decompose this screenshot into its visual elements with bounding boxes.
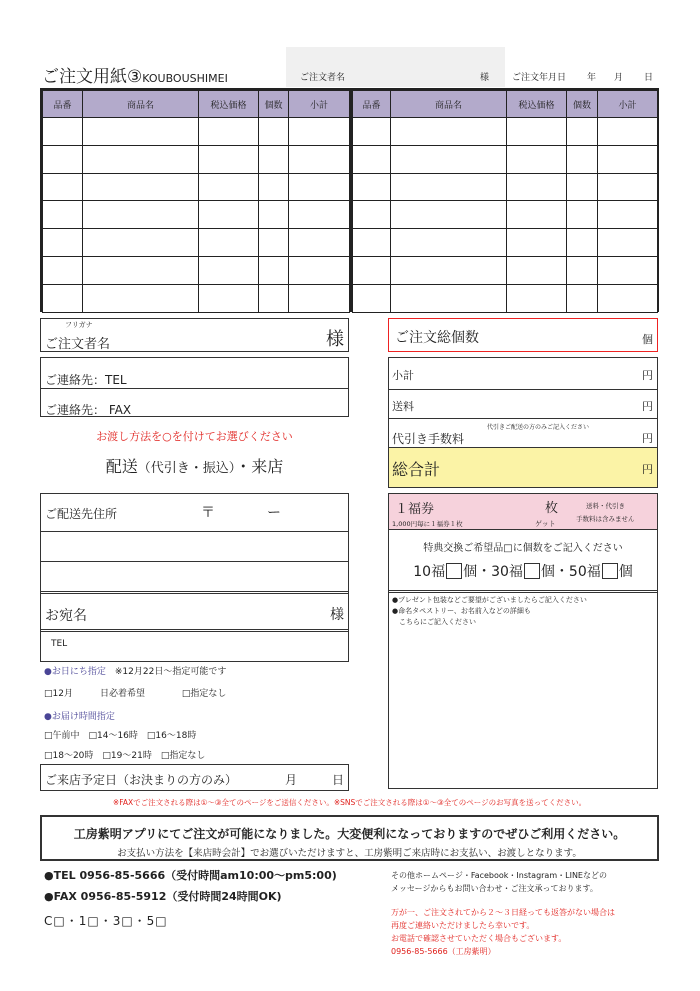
cell-product[interactable] <box>83 201 199 229</box>
cell-product[interactable] <box>391 256 507 284</box>
cell-subtotal[interactable] <box>598 284 658 312</box>
no-reply-notice <box>391 906 615 958</box>
items-table-left <box>42 90 350 313</box>
visit-day: 日 <box>331 773 344 787</box>
cell-price[interactable] <box>507 256 567 284</box>
cell-price[interactable] <box>507 118 567 146</box>
opt-30-unit: 個 <box>540 564 555 580</box>
shop-tel: ●TEL 0956-85-5666（受付時間am10:00～pm5:00) <box>44 869 337 882</box>
cell-subtotal[interactable] <box>289 173 350 201</box>
shipping-field[interactable] <box>389 389 657 418</box>
items-table <box>40 88 659 312</box>
table-row <box>353 256 658 284</box>
recipient-tel-label: TEL <box>51 639 68 649</box>
cell-code[interactable] <box>43 256 83 284</box>
table-row <box>43 201 350 229</box>
fukuken-note2: 手数料は含みません <box>576 515 635 523</box>
cell-qty[interactable] <box>567 145 598 173</box>
cell-subtotal[interactable] <box>289 201 350 229</box>
cell-code[interactable] <box>353 229 391 257</box>
table-row <box>43 284 350 312</box>
orderer-name-label: ご注文者名 <box>45 337 111 352</box>
cell-price[interactable] <box>199 256 259 284</box>
cell-code[interactable] <box>43 145 83 173</box>
subtotal-field[interactable] <box>389 358 657 389</box>
col-header-qty: 個数 <box>259 91 289 118</box>
memo-field[interactable] <box>392 595 587 628</box>
cell-product[interactable] <box>391 229 507 257</box>
cell-product[interactable] <box>391 118 507 146</box>
opt-50-unit: 個 <box>618 564 633 580</box>
memo-line2: ●命名タペストリー、お名前入などの詳細も <box>392 607 531 615</box>
cell-qty[interactable] <box>259 284 289 312</box>
cell-qty[interactable] <box>567 173 598 201</box>
postal-mark: 〒 <box>201 505 215 521</box>
recipient-suffix: 様 <box>330 607 344 623</box>
cell-subtotal[interactable] <box>598 173 658 201</box>
code-checkboxes[interactable]: C□・1□・3□・5□ <box>44 914 168 928</box>
cell-qty[interactable] <box>259 229 289 257</box>
cell-code[interactable] <box>43 118 83 146</box>
table-row <box>43 173 350 201</box>
cell-qty[interactable] <box>259 256 289 284</box>
cell-price[interactable] <box>199 201 259 229</box>
visit-month: 月 <box>285 773 298 787</box>
col-header-code: 品番 <box>353 91 391 118</box>
page-title <box>42 62 228 87</box>
separator: ・ <box>554 564 569 580</box>
order-date-label: ご注文年月日 <box>512 73 567 83</box>
time-heading: ●お届け時間指定 <box>44 712 115 722</box>
app-notice-title: 工房紫明アプリにてご注文が可能になりました。大変便利になっておりますのでぜひご利用ください。 <box>73 827 626 841</box>
cell-subtotal[interactable] <box>289 145 350 173</box>
cell-code[interactable] <box>353 118 391 146</box>
cell-product[interactable] <box>83 173 199 201</box>
cell-product[interactable] <box>83 284 199 312</box>
cell-subtotal[interactable] <box>289 284 350 312</box>
table-row <box>43 229 350 257</box>
opt-10-checkbox[interactable] <box>446 563 462 579</box>
grand-total-unit: 円 <box>642 463 653 476</box>
cell-qty[interactable] <box>259 201 289 229</box>
contact-fields <box>40 357 349 417</box>
orderer-name-field[interactable] <box>40 318 349 352</box>
shop-fax: ●FAX 0956-85-5912（受付時間24時間OK) <box>44 890 282 903</box>
cell-qty[interactable] <box>259 118 289 146</box>
total-count-label: ご注文総個数 <box>395 330 479 346</box>
table-header-row <box>353 91 658 118</box>
address-line-2[interactable] <box>41 531 348 561</box>
cell-price[interactable] <box>507 201 567 229</box>
cell-product[interactable] <box>391 173 507 201</box>
cell-code[interactable] <box>43 201 83 229</box>
table-row <box>353 229 658 257</box>
cod-fee-field[interactable] <box>389 418 657 447</box>
order-date-month: 月 <box>614 73 624 83</box>
fukuken-get: ゲット <box>535 520 556 528</box>
subtotal-unit: 円 <box>642 369 653 382</box>
cell-product[interactable] <box>83 256 199 284</box>
cell-subtotal[interactable] <box>598 256 658 284</box>
table-row <box>353 118 658 146</box>
pickup-method-note: お渡し方法を○を付けてお選びください <box>96 430 293 443</box>
header-orderer-suffix: 様 <box>480 73 490 83</box>
order-date-year: 年 <box>587 73 597 83</box>
cell-price[interactable] <box>199 229 259 257</box>
red-line2: 再度ご連絡いただけましたら幸いです。 <box>391 921 535 930</box>
app-notice-sub: お支払い方法を【来店時会計】でお選びいただけますと、工房紫明ご来店時にお支払い、お渡しとなります。 <box>117 848 582 859</box>
col-header-product: 商品名 <box>83 91 199 118</box>
cell-qty[interactable] <box>567 229 598 257</box>
opt-30-checkbox[interactable] <box>524 563 540 579</box>
cell-subtotal[interactable] <box>598 118 658 146</box>
col-header-price: 税込価格 <box>199 91 259 118</box>
opt-50-checkbox[interactable] <box>602 563 618 579</box>
pickup-delivery[interactable]: 配送 <box>105 457 138 476</box>
table-row <box>353 173 658 201</box>
cell-product[interactable] <box>391 284 507 312</box>
col-header-price: 税込価格 <box>507 91 567 118</box>
cell-qty[interactable] <box>567 284 598 312</box>
fax-sns-warning: ※FAXでご注文される際は①～③全てのページをご送信ください。※SNSでご注文される際は①～③全てのページのお写真を送ってください。 <box>112 798 587 807</box>
date-heading-line <box>44 664 226 677</box>
opt-10-label: 10福 <box>413 564 446 580</box>
app-notice <box>40 815 659 861</box>
total-count-unit: 個 <box>642 333 653 346</box>
cell-price[interactable] <box>199 173 259 201</box>
table-row <box>353 145 658 173</box>
other-line2: メッセージからもお問い合わせ・ご注文承っております。 <box>391 884 598 893</box>
cell-subtotal[interactable] <box>289 256 350 284</box>
opt-30-label: 30福 <box>491 564 523 580</box>
cell-price[interactable] <box>507 229 567 257</box>
orderer-suffix: 様 <box>326 329 344 350</box>
cell-subtotal[interactable] <box>598 229 658 257</box>
memo-line3: こちらにご記入ください <box>392 618 476 626</box>
cell-subtotal[interactable] <box>289 118 350 146</box>
other-line1: その他ホームページ・Facebook・Instagram・LINEなどの <box>391 871 607 880</box>
cell-code[interactable] <box>43 173 83 201</box>
cell-price[interactable] <box>507 145 567 173</box>
cell-code[interactable] <box>353 256 391 284</box>
red-line4: 0956-85-5666（工房紫明） <box>391 947 496 956</box>
cell-price[interactable] <box>199 284 259 312</box>
order-date-day: 日 <box>644 73 654 83</box>
red-line1: 万が一、ご注文されてから２～３日経っても返答がない場合は <box>391 908 615 917</box>
date-options <box>44 686 226 699</box>
contact-fax-label: ご連絡先： FAX <box>45 403 132 417</box>
date-opt-none[interactable]: □指定なし <box>181 689 227 699</box>
cell-product[interactable] <box>83 229 199 257</box>
col-header-product: 商品名 <box>391 91 507 118</box>
opt-50-label: 50福 <box>568 564 601 580</box>
cell-code[interactable] <box>43 229 83 257</box>
table-row <box>43 256 350 284</box>
cell-subtotal[interactable] <box>289 229 350 257</box>
cell-qty[interactable] <box>259 145 289 173</box>
grand-total-label: 総合計 <box>392 460 441 479</box>
delivery-address-section <box>40 493 349 662</box>
cell-price[interactable] <box>507 284 567 312</box>
fukuken-exchange <box>389 529 657 593</box>
shipping-label: 送料 <box>392 400 414 413</box>
fukuken-rule: 1,000円毎に１福券１枚 <box>392 520 463 528</box>
recipient-label: お宛名 <box>45 608 87 624</box>
other-contact-info <box>391 869 607 895</box>
date-heading: ●お日にち指定 <box>44 667 106 677</box>
cell-code[interactable] <box>43 284 83 312</box>
cell-product[interactable] <box>391 201 507 229</box>
items-table-right <box>352 90 658 313</box>
cell-subtotal[interactable] <box>598 145 658 173</box>
visit-date-label: ご来店予定日（お決まりの方のみ） <box>45 773 238 787</box>
cell-price[interactable] <box>507 173 567 201</box>
fukuken-note1: 送料・代引き <box>586 502 625 510</box>
fukuken-section <box>388 493 658 789</box>
postal-dash: ー <box>267 505 281 521</box>
time-options-row2[interactable]: □18～20時 □19～21時 □指定なし <box>44 751 206 761</box>
cod-fee-unit: 円 <box>642 432 653 445</box>
red-line3: お電話で確認させていただく場合もございます。 <box>391 934 567 943</box>
fukuken-count-field[interactable] <box>389 494 657 529</box>
pickup-method-options[interactable] <box>40 454 349 477</box>
table-row <box>353 201 658 229</box>
col-header-code: 品番 <box>43 91 83 118</box>
pickup-delivery-sub: （代引き・振込） <box>137 461 236 476</box>
date-note: ※12月22日～指定可能です <box>114 667 227 677</box>
cell-code[interactable] <box>353 173 391 201</box>
exchange-quantities <box>389 561 657 581</box>
cell-subtotal[interactable] <box>598 201 658 229</box>
cell-code[interactable] <box>353 201 391 229</box>
table-header-row <box>43 91 350 118</box>
col-header-qty: 個数 <box>567 91 598 118</box>
title-en: KOUBOUSHIMEI <box>142 72 228 85</box>
header-orderer-label: ご注文者名 <box>300 73 346 83</box>
address-line-1[interactable] <box>41 494 348 531</box>
address-line-3[interactable] <box>41 561 348 591</box>
contact-fax-field[interactable] <box>41 388 348 418</box>
cod-note: 代引きご配送の方のみご記入ください <box>487 424 590 431</box>
furigana-label: フリガナ <box>65 321 93 329</box>
shipping-unit: 円 <box>642 400 653 413</box>
title-jp: ご注文用紙③ <box>42 67 143 87</box>
cell-price[interactable] <box>199 145 259 173</box>
fukuken-title: １福券 <box>395 502 435 517</box>
cell-product[interactable] <box>83 145 199 173</box>
cell-product[interactable] <box>83 118 199 146</box>
separator: ・ <box>477 564 492 580</box>
recipient-tel-field[interactable] <box>41 629 348 661</box>
cell-qty[interactable] <box>259 173 289 201</box>
subtotal-label: 小計 <box>392 369 414 382</box>
table-row <box>43 145 350 173</box>
visit-date-field[interactable] <box>40 764 349 791</box>
contact-tel-label: ご連絡先：TEL <box>45 373 127 387</box>
fukuken-unit: 枚 <box>545 501 559 516</box>
cod-fee-label: 代引き手数料 <box>392 432 465 446</box>
grand-total-field[interactable] <box>389 447 657 487</box>
address-label: ご配送先住所 <box>45 507 118 521</box>
cell-product[interactable] <box>391 145 507 173</box>
cell-code[interactable] <box>353 284 391 312</box>
col-header-subtotal: 小計 <box>289 91 350 118</box>
recipient-field[interactable] <box>41 591 348 629</box>
totals-section <box>388 357 658 488</box>
memo-line1: ●プレゼント包装などご要望がございましたらご記入ください <box>392 596 587 604</box>
time-options-row1[interactable]: □午前中 □14～16時 □16～18時 <box>44 731 197 741</box>
date-opt-specific[interactable]: □12月 日必着希望 <box>44 689 145 699</box>
contact-tel-field[interactable] <box>41 358 348 388</box>
exchange-note: 特典交換ご希望品□に個数をご記入ください <box>423 543 623 554</box>
cell-qty[interactable] <box>567 201 598 229</box>
cell-qty[interactable] <box>567 256 598 284</box>
opt-10-unit: 個 <box>463 564 478 580</box>
table-row <box>353 284 658 312</box>
total-count-field[interactable] <box>388 318 658 352</box>
cell-qty[interactable] <box>567 118 598 146</box>
pickup-store[interactable]: ・来店 <box>235 457 284 476</box>
col-header-subtotal: 小計 <box>598 91 658 118</box>
cell-code[interactable] <box>353 145 391 173</box>
cell-price[interactable] <box>199 118 259 146</box>
table-row <box>43 118 350 146</box>
